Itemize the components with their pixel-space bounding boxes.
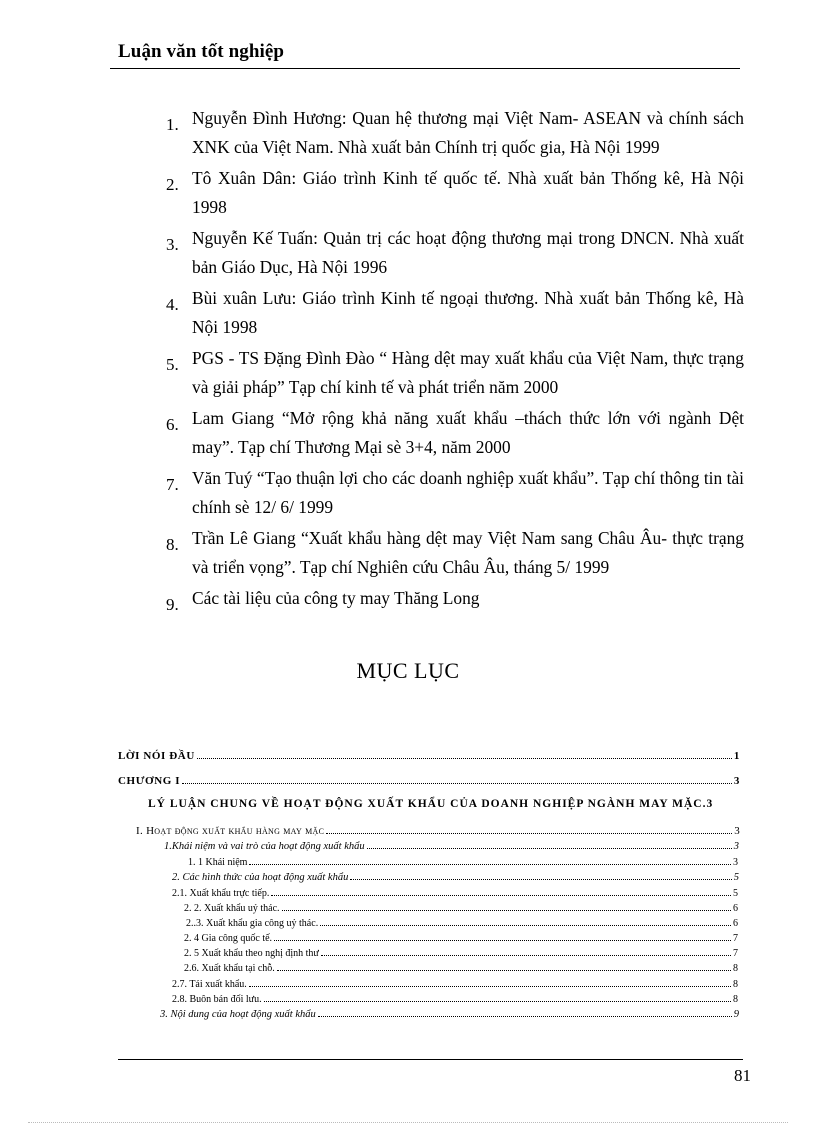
toc-entry-page: 8 [733,963,738,974]
toc-entry-page: 3 [733,841,739,853]
reference-number: 2. [166,175,179,194]
toc-leader-dots [264,994,731,1002]
toc-entry-page: 8 [733,979,738,990]
reference-text: Nguyễn Kế Tuấn: Quản trị các hoạt động thương mại trong DNCN. Nhà xuất bản Giáo Dục, Hà Nội 1996 [192,228,744,277]
toc-entry[interactable] [160,1009,739,1020]
toc-entry-title: 2.8. Buôn bán đối lưu. [172,994,262,1005]
page-number: 81 [734,1066,751,1085]
toc-entry-page: 8 [733,994,738,1005]
toc-entry-title: 1. 1 Khái niệm [188,857,248,868]
toc-entry-page: 7 [733,948,738,959]
toc-entry-title: 3. Nội dung của hoạt động xuất khẩu [160,1009,316,1021]
toc-leader-dots [320,918,731,926]
reference-item [166,104,744,162]
toc-entry-title: 2..3. Xuất khẩu gia công uỷ thác. [186,918,319,929]
toc-entry-title: LỜI NÓI ĐẦU [118,750,195,762]
toc-entry-title: LÝ LUẬN CHUNG VỀ HOẠT ĐỘNG XUẤT KHẨU CỦA DOANH NGHIỆP NGÀNH MAY MẶC [148,798,703,810]
toc-leader-dots [182,775,732,784]
toc-entry-title: I. Hoạt động xuất khẩu hàng may mặc [136,825,325,837]
reference-list [166,104,744,621]
toc-leader-dots [277,963,731,971]
toc-entry[interactable] [118,750,740,762]
toc-leader-dots [271,888,731,896]
toc-entry-page: 3 [734,825,740,837]
running-header: Luận văn tốt nghiệp [118,41,285,62]
reference-number: 4. [166,295,179,314]
toc-entry[interactable] [184,963,738,974]
reference-number: 3. [166,235,179,254]
reference-number: 8. [166,535,179,554]
reference-number: 6. [166,415,179,434]
reference-text: Các tài liệu của công ty may Thăng Long [192,588,480,608]
reference-item [166,164,744,222]
toc-entry[interactable] [172,979,738,990]
toc-leader-dots [249,857,731,865]
toc-entry[interactable] [118,775,740,787]
toc-entry[interactable] [184,903,738,914]
reference-number: 7. [166,475,179,494]
reference-text: Lam Giang “Mở rộng khả năng xuất khẩu –thách thức lớn với ngành Dệt may”. Tạp chí Thương Mại sè 3+4, năm 2000 [192,408,744,457]
reference-text: Trần Lê Giang “Xuất khẩu hàng dệt may Việt Nam sang Châu Âu- thực trạng và triển vọng”. Tạp chí Nghiên cứu Châu Âu, tháng 5/ 1999 [192,528,744,577]
toc-leader-dots [318,1009,732,1017]
toc-entry-title: 2. 2. Xuất khẩu uỷ thác. [184,903,280,914]
toc-entry-page: 1 [733,750,740,762]
reference-text: Nguyễn Đình Hương: Quan hệ thương mại Việt Nam- ASEAN và chính sách XNK của Việt Nam. Nhà xuất bản Chính trị quốc gia, Hà Nội 1999 [192,108,744,157]
reference-text: Văn Tuý “Tạo thuận lợi cho các doanh nghiệp xuất khẩu”. Tạp chí thông tin tài chính sè 12/ 6/ 1999 [192,468,744,517]
reference-number: 5. [166,355,179,374]
reference-text: Tô Xuân Dân: Giáo trình Kinh tế quốc tế. Nhà xuất bản Thống kê, Hà Nội 1998 [192,168,744,217]
reference-item [166,344,744,402]
toc-entry-page: 9 [733,1009,739,1021]
toc-leader-dots [321,948,731,956]
toc-entry[interactable] [186,918,738,929]
toc-entry-title: 2. Các hình thức của hoạt động xuất khẩu [172,872,349,884]
toc-leader-dots [326,825,732,834]
toc-leader-dots [282,903,731,911]
toc-entry-title: 2.1. Xuất khẩu trực tiếp. [172,888,270,899]
toc-title: MỤC LỤC [356,658,460,683]
toc-entry-title: CHƯƠNG I [118,775,181,787]
toc-entry-page: 5 [733,888,738,899]
reference-item [166,284,744,342]
toc-entry[interactable] [188,857,738,868]
toc-entry[interactable] [184,933,738,944]
toc-entry-title: 2.6. Xuất khẩu tại chỗ. [184,963,275,974]
toc-entry[interactable] [164,841,739,852]
toc-entry-title: 1.Khái niệm và vai trò của hoạt động xuất khẩu [164,841,365,853]
toc-entry-page: 7 [733,933,738,944]
reference-item [166,584,744,619]
toc-leader-dots [350,872,731,880]
toc-entry[interactable] [172,994,738,1005]
toc-leader-dots [249,979,731,987]
toc-entry-page: 6 [733,918,738,929]
reference-item [166,404,744,462]
toc-entry-page: 5 [733,872,739,884]
toc-leader-dots [197,750,732,759]
toc-entry-title: 2. 4 Gia công quốc tế. [184,933,273,944]
toc-leader-dots [274,933,731,941]
reference-item [166,524,744,582]
toc-entry[interactable] [184,948,738,959]
reference-text: PGS - TS Đặng Đình Đào “ Hàng dệt may xuất khẩu của Việt Nam, thực trạng và giải pháp” Tạp chí kinh tế và phát triển năm 2000 [192,348,744,397]
toc-entry[interactable] [136,825,740,837]
header-rule [110,68,740,69]
reference-number: 1. [166,115,179,134]
toc-entry-title: 2.7. Tái xuất khẩu. [172,979,247,990]
footer-rule [118,1059,743,1060]
reference-text: Bùi xuân Lưu: Giáo trình Kinh tế ngoại thương. Nhà xuất bản Thống kê, Hà Nội 1998 [192,288,744,337]
toc-entry-page: 3 [733,857,738,868]
toc-entry-page: .3 [702,798,714,810]
toc-entry[interactable] [172,888,738,899]
toc-entry-page: 6 [733,903,738,914]
reference-item [166,464,744,522]
toc-entry[interactable] [172,872,739,883]
toc-entry-title: 2. 5 Xuất khẩu theo nghị định thư [184,948,319,959]
toc-entry-page: 3 [733,775,740,787]
reference-item [166,224,744,282]
toc-leader-dots [367,841,732,849]
reference-number: 9. [166,595,179,614]
toc-entry[interactable] [148,798,740,810]
